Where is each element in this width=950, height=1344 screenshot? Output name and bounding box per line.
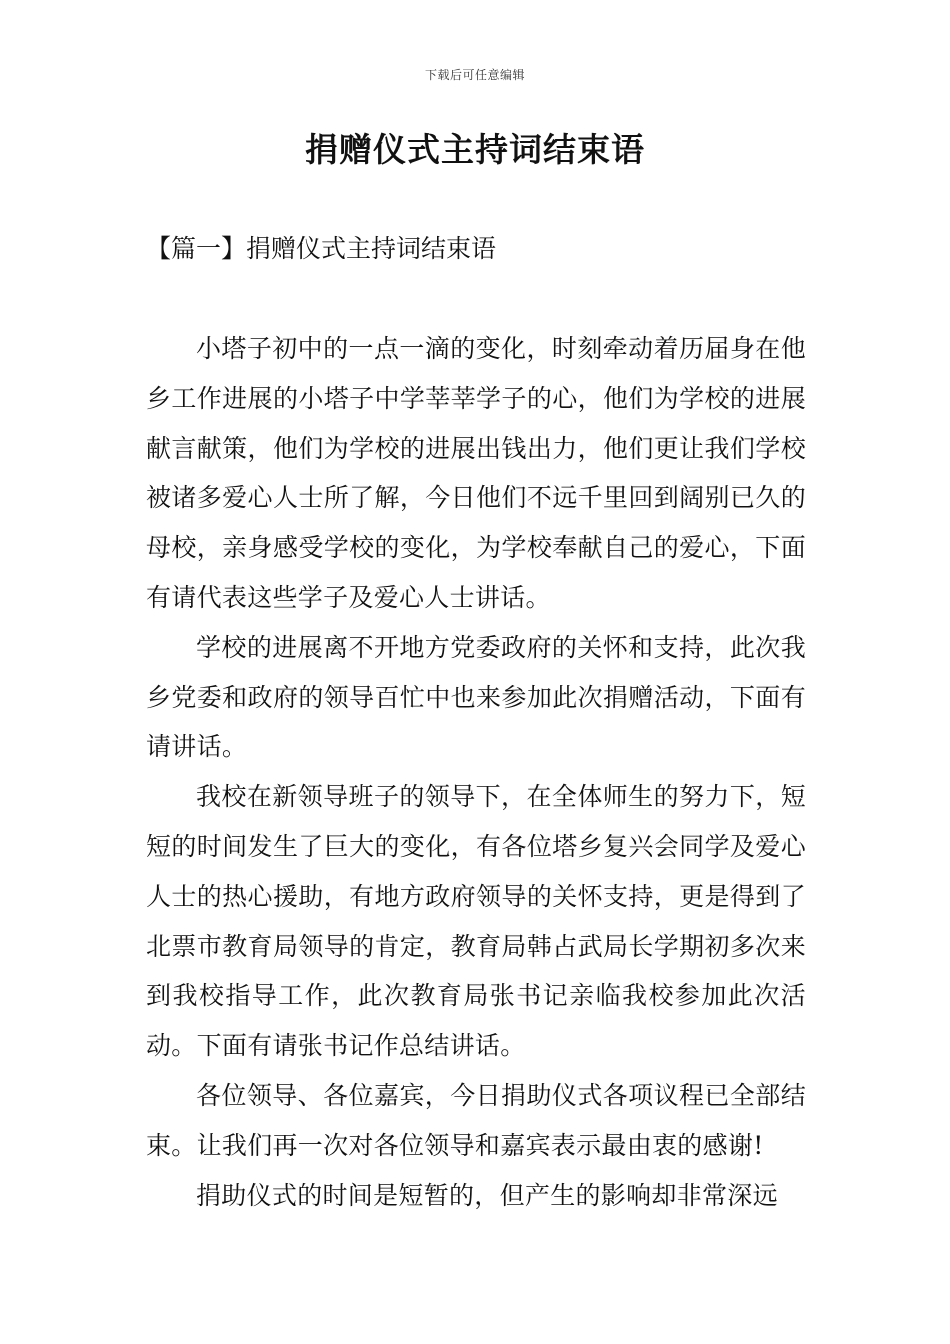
document-title: 捐赠仪式主持词结束语: [305, 130, 645, 169]
paragraph: 捐助仪式的时间是短暂的，但产生的影响却非常深远: [196, 1180, 778, 1210]
header-note: 下载后可任意编辑: [424, 68, 525, 82]
document-body: [146, 324, 806, 1220]
paragraph: 各位领导、各位嘉宾，今日捐助仪式各项议程已全部结束。让我们再一次对各位领导和嘉宾表示最由衷的感谢!: [146, 1080, 806, 1160]
section-heading: 【篇一】捐赠仪式主持词结束语: [146, 234, 497, 263]
paragraph: 学校的进展离不开地方党委政府的关怀和支持，此次我乡党委和政府的领导百忙中也来参加此次捐赠活动，下面有请讲话。: [146, 632, 806, 762]
paragraph: 我校在新领导班子的领导下，在全体师生的努力下，短短的时间发生了巨大的变化，有各位塔乡复兴会同学及爱心人士的热心援助，有地方政府领导的关怀支持，更是得到了北票市教育局领导的肯定，教育局韩占武局长学期初多次来到我校指导工作，此次教育局张书记亲临我校参加此次活动。下面有请张书记作总结讲话。: [146, 782, 806, 1061]
paragraph: 小塔子初中的一点一滴的变化，时刻牵动着历届身在他乡工作进展的小塔子中学莘莘学子的心，他们为学校的进展献言献策，他们为学校的进展出钱出力，他们更让我们学校被诸多爱心人士所了解，今日他们不远千里回到阔别已久的母校，亲身感受学校的变化，为学校奉献自己的爱心，下面有请代表这些学子及爱心人士讲话。: [146, 334, 806, 612]
